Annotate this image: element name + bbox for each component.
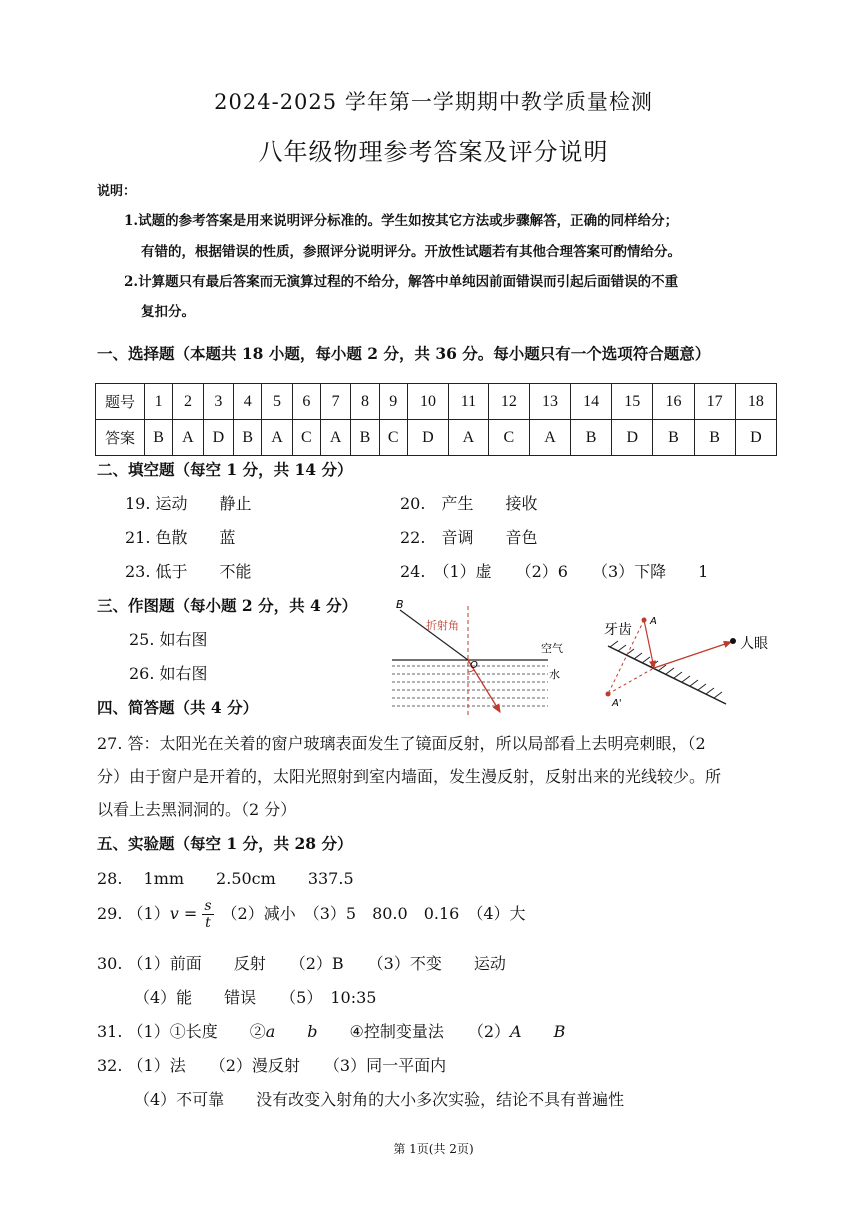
answer-cell: A [173,420,203,456]
answer-32-line-1: 32. （1）法 （2）漫反射 （3）同一平面内 [97,1056,447,1075]
section-1-heading: 一、选择题（本题共 18 小题，每小题 2 分，共 36 分。每小题只有一个选项符合题意） [97,344,711,363]
question-number-cell: 14 [571,384,612,420]
answer-cell: C [488,420,529,456]
velocity-symbol: v [169,904,179,923]
label-a-italic: a [265,1022,276,1041]
note-1-line-2: 有错的，根据错误的性质，参照评分说明评分。开放性试题若有其他合理答案可酌情给分。 [141,244,681,260]
answer-cell: A [320,420,350,456]
question-number-cell: 10 [407,384,448,420]
question-number-cell: 6 [292,384,320,420]
answer-cell: C [379,420,407,456]
answer-30-line-2: （4）能 错误 （5） 10:35 [134,988,377,1007]
answer-cell: A [529,420,570,456]
section-4-heading: 四、简答题（共 4 分） [97,698,259,717]
virtual-ray [608,668,654,694]
mirror [608,646,726,704]
answer-32-line-2: （4）不可靠 没有改变入射角的大小多次实验，结论不具有普遍性 [134,1090,625,1109]
page-number: 第 1页(共 2页) [393,1142,474,1156]
refraction-diagram [388,598,578,718]
notes-heading: 说明： [97,184,137,199]
answer-27-line-1: 27. 答：太阳光在关着的窗户玻璃表面发生了镜面反射，所以局部看上去明亮刺眼，（2 [97,734,706,753]
label-b: B [396,598,404,611]
answer-20: 20. 产生 接收 [400,494,538,513]
answer-cell: C [292,420,320,456]
answer-cell: A [449,420,489,456]
mirror-hatching [610,641,722,698]
note-2-line-1: 2.计算题只有最后答案而无演算过程的不给分，解答中单纯因前面错误而引起后面错误的不重 [124,274,679,290]
answer-cell: D [407,420,448,456]
fraction-denominator: t [205,915,211,931]
label-teeth: 牙齿 [604,622,632,638]
label-b-italic: b [307,1022,318,1041]
document-subtitle: 八年级物理参考答案及评分说明 [258,138,609,166]
label-eye: 人眼 [740,636,768,652]
answer-31-prefix: 31. （1）①长度 ② [97,1022,266,1041]
label-water: 水 [549,668,560,681]
section-2-heading: 二、填空题（每空 1 分，共 14 分） [97,460,353,479]
answer-19: 19. 运动 静止 [125,494,252,513]
answer-cell: B [351,420,379,456]
answer-table [95,383,777,456]
mirror-reflection-diagram [596,604,796,708]
note-2-line-2: 复扣分。 [141,304,195,320]
eye-point [730,638,736,644]
question-number-cell: 15 [612,384,653,420]
answer-cell: D [735,420,776,456]
answer-21: 21. 色散 蓝 [125,528,236,547]
question-number-cell: 13 [529,384,570,420]
fraction-numerator: s [204,898,212,914]
answer-31 [97,1019,565,1042]
answer-27-line-3: 以看上去黑洞洞的。（2 分） [97,800,297,819]
incident-ray [400,610,468,660]
answer-30-line-1: 30. （1）前面 反射 （2）B （3）不变 运动 [97,954,506,973]
section-5-heading: 五、实验题（每空 1 分，共 28 分） [97,834,353,853]
answer-23: 23. 低于 不能 [125,562,252,581]
answer-26: 26. 如右图 [129,664,208,683]
label-a-prime: A' [612,698,622,708]
answer-28: 28. 1mm 2.50cm 337.5 [97,869,354,888]
point-a [642,618,647,623]
equals-sign: = [178,904,203,923]
question-number-cell: 9 [379,384,407,420]
question-number-cell: 18 [735,384,776,420]
label-cap-a: A [510,1022,522,1041]
label-o: O [470,660,478,671]
exam-title: 2024-2025 学年第一学期期中教学质量检测 [214,90,653,114]
answer-29 [97,898,526,931]
label-refraction-angle: 折射角 [426,619,459,632]
point-a-prime [606,692,611,697]
label-air: 空气 [541,642,563,655]
answer-cell: B [234,420,262,456]
answer-29-prefix: 29. （1） [97,904,170,923]
table-row [96,420,777,456]
question-number-cell: 4 [234,384,262,420]
table-row [96,384,777,420]
answer-cell: B [145,420,173,456]
answer-31-mid: ④控制变量法 （2） [349,1022,511,1041]
label-cap-b: B [553,1022,566,1041]
question-number-cell: 17 [694,384,735,420]
note-1-line-1: 1.试题的参考答案是用来说明评分标准的。学生如按其它方法或步骤解答，正确的同样给分； [124,213,679,229]
question-number-cell: 12 [488,384,529,420]
reflected-ray [654,642,731,668]
question-number-cell: 8 [351,384,379,420]
question-number-cell: 11 [449,384,489,420]
row-label-question: 题号 [96,384,145,420]
answer-cell: D [612,420,653,456]
section-3-heading: 三、作图题（每小题 2 分，共 4 分） [97,596,358,615]
label-a: A [650,616,657,627]
velocity-formula-fraction [202,898,213,931]
answer-cell: B [653,420,694,456]
answer-24: 24. （1）虚 （2）6 （3）下降 1 [400,562,709,581]
question-number-cell: 7 [320,384,350,420]
answer-29-rest: （2）减小 （3）5 80.0 0.16 （4）大 [213,904,526,923]
answer-cell: D [203,420,233,456]
question-number-cell: 5 [262,384,292,420]
answer-22: 22. 音调 音色 [400,528,538,547]
question-number-cell: 1 [145,384,173,420]
answer-25: 25. 如右图 [129,630,208,649]
question-number-cell: 3 [203,384,233,420]
question-number-cell: 16 [653,384,694,420]
answer-cell: B [571,420,612,456]
question-number-cell: 2 [173,384,203,420]
row-label-answer: 答案 [96,420,145,456]
answer-cell: A [262,420,292,456]
answer-cell: B [694,420,735,456]
answer-27-line-2: 分）由于窗户是开着的，太阳光照射到室内墙面，发生漫反射，反射出来的光线较少。所 [97,767,722,786]
